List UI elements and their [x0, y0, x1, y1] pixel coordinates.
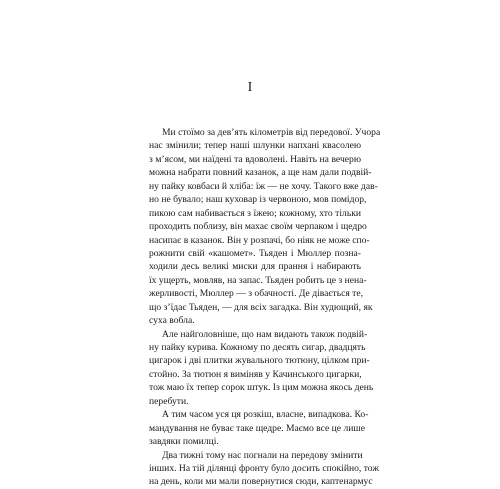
text-line: стойно. За тютюн я виміняв у Качинського цигарки,: [149, 368, 362, 380]
text-line: А тим часом уся ця розкіш, власне, випадкова. Ко-: [162, 409, 369, 421]
text-line: рожнити свій «кашомет». Тьяден і Мюллер позна-: [149, 247, 361, 259]
text-line: ну пайку курива. Кожному по десять сигар, двадцять: [149, 342, 366, 353]
text-line: проходить поблизу, він махає своїм черпаком і щедро: [149, 221, 367, 233]
text-line: на день, коли ми мали повернутися сюди, каптенармус: [149, 476, 373, 488]
text-line: суха вобла.: [149, 315, 195, 327]
text-line: жерливості, Мюллер — з обачності. Де дівається те,: [149, 288, 364, 300]
paragraph: [149, 126, 381, 328]
text-line: що з’їдає Тьяден, — для всіх загадка. Він худющий, як: [149, 301, 373, 313]
text-line: Але найголовніше, що нам видають також подвій-: [162, 328, 368, 340]
text-line: їх ущерть, мовляв, на запас. Тьяден робить це з нена-: [149, 274, 367, 286]
text-line: мандування не буває таке щедре. Маємо все це лише: [149, 422, 366, 434]
text-line: інших. На тій ділянці фронту було досить спокійно, тож: [149, 462, 379, 474]
paragraph: [149, 408, 369, 448]
text-line: нас змінили; тепер наші шлунки напхані квасолею: [149, 140, 361, 152]
paragraph: [149, 328, 374, 409]
text-line: Ми стоїмо за дев’ять кілометрів від передової. Учора: [162, 127, 381, 138]
body-text: [149, 126, 381, 489]
text-line: можна набрати повний казанок, а ще нам дали подвій-: [149, 167, 372, 179]
text-line: Два тижні тому нас погнали на передову змінити: [162, 449, 363, 461]
text-line: пикою сам набивається з їжею; кожному, хто тільки: [149, 207, 361, 219]
text-line: перебути.: [149, 395, 189, 407]
paragraph: [149, 449, 379, 489]
chapter-number: I: [247, 80, 253, 95]
text-line: тож маю їх тепер сорок штук. Із цим можна якось день: [149, 382, 374, 394]
text-line: насипає в казанок. Він у розпачі, бо ніяк не може спо-: [149, 234, 370, 246]
text-line: з м’ясом, ми наїдені та вдоволені. Навіть на вечерю: [149, 153, 361, 165]
text-line: завдяки помилці.: [149, 436, 219, 448]
text-line: ходили десь великі миски для прання і набирають: [149, 261, 361, 273]
text-line: цигарок і дві плитки жувального тютюну, цілком при-: [149, 355, 370, 367]
text-line: но не бувало; наш куховар із червоною, мов помідор,: [149, 194, 367, 206]
text-line: ну пайку ковбаси й хліба: їж — не хочу. Такого вже дав-: [149, 180, 378, 192]
